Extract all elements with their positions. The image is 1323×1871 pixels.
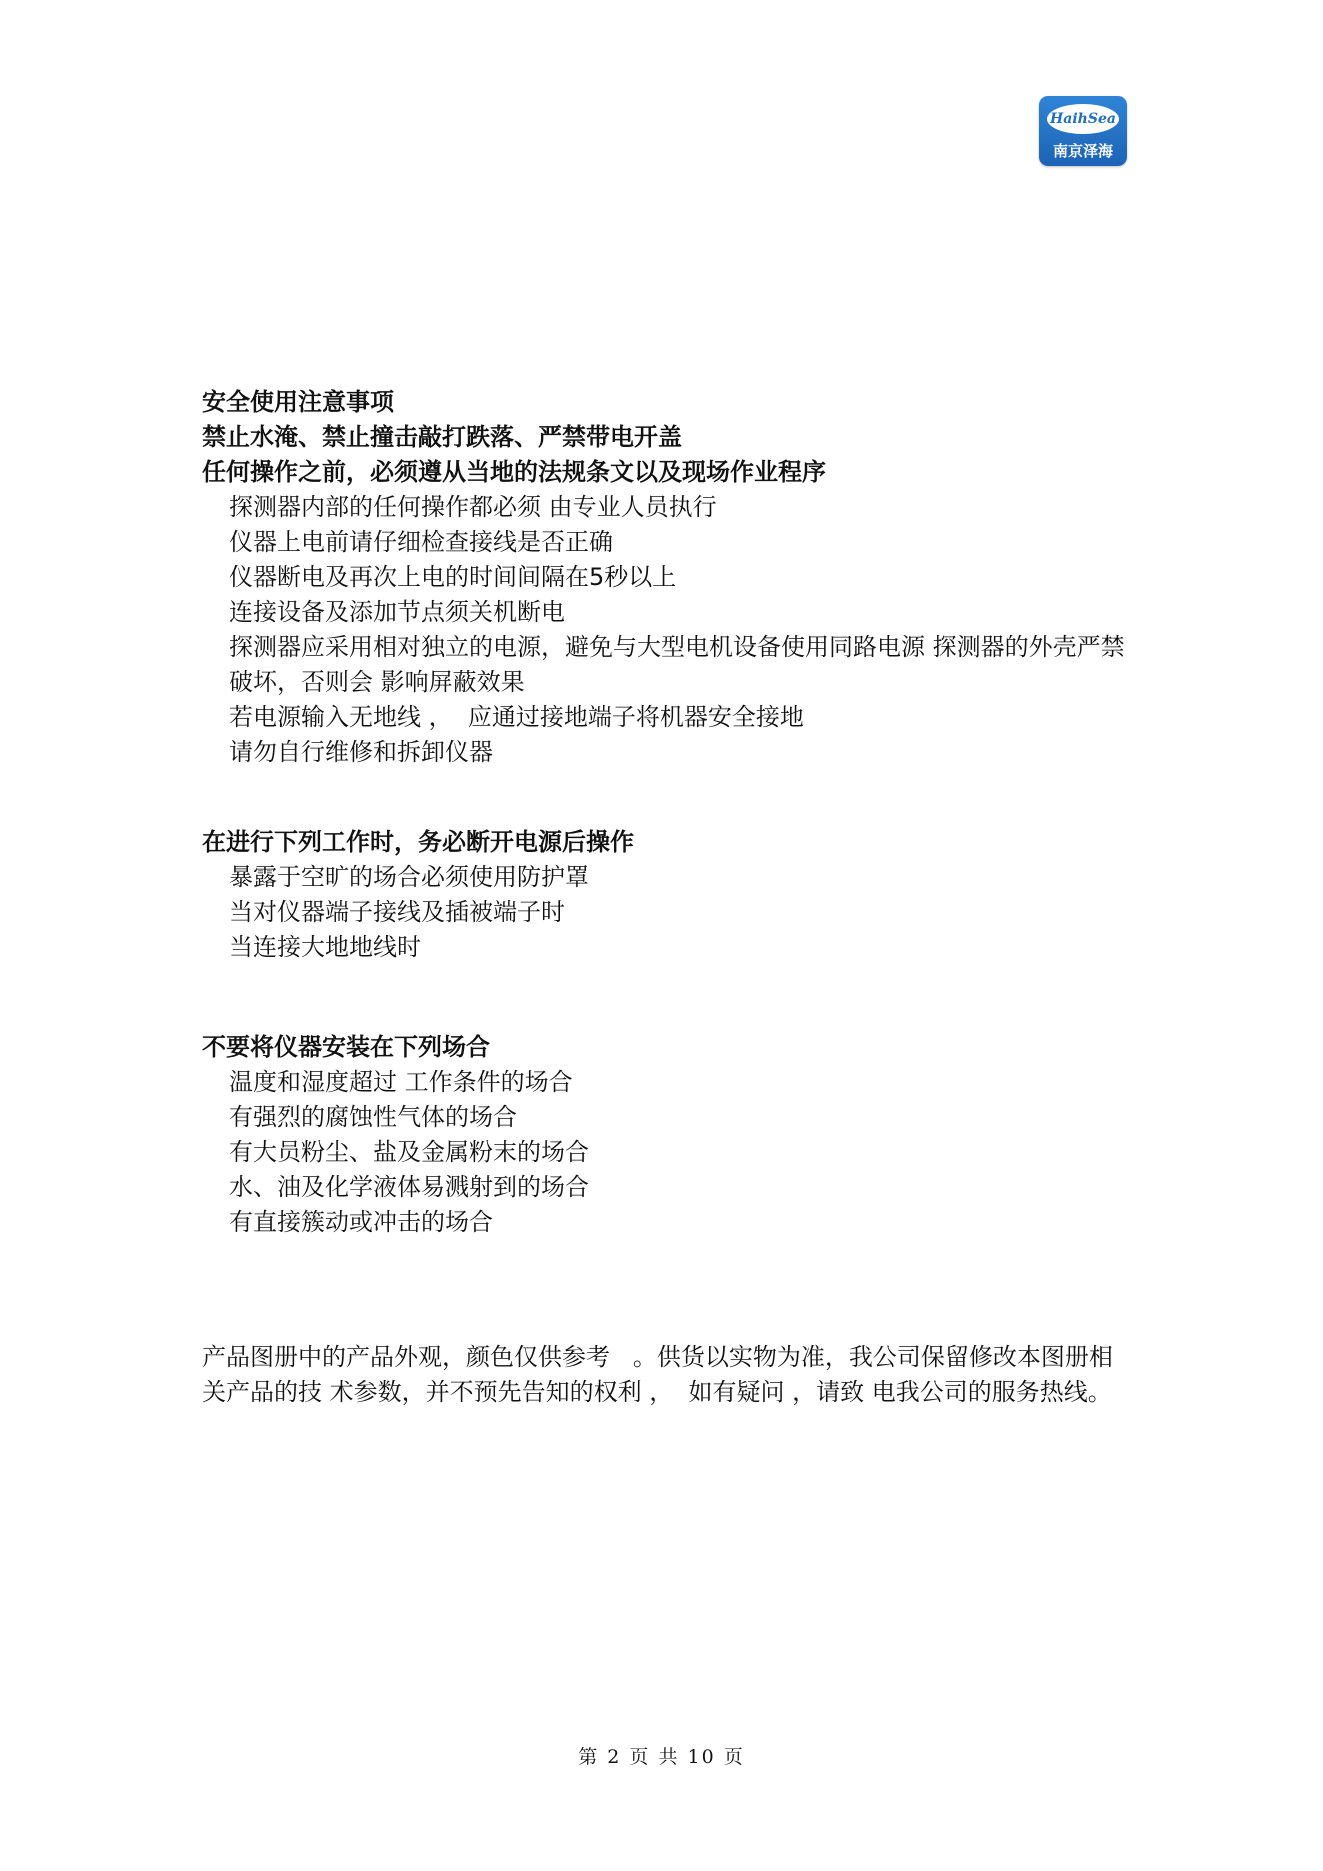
power-off-item: 当对仪器端子接线及插被端子时 [229,898,565,926]
safety-item: 请勿自行维修和拆卸仪器 [229,738,493,766]
product-notice: 产品图册中的产品外观，颜色仅供参考 。供货以实物为准，我公司保留修改本图册相关产品的技 术参数，并不预先告知的权利 ， 如有疑问 ，请致 电我公司的服务热线。 [202,1343,1113,1406]
logo-company-name: 南京泽海 [1052,142,1113,160]
power-off-item: 暴露于空旷的场合必须使用防护罩 [229,863,589,891]
install-title: 不要将仪器安装在下列场合 [202,1033,490,1061]
safety-item: 探测器应采用相对独立的电源，避免与大型电机设备使用同路电源 探测器的外壳严禁破坏，否则会 影响屏蔽效果 [229,633,1125,696]
safety-item: 若电源输入无地线 ， 应通过接地端子将机器安全接地 [229,703,804,731]
logo-badge [1047,104,1119,134]
safety-item: 探测器内部的任何操作都必须 由专业人员执行 [229,493,717,521]
install-item: 有直接簇动或冲击的场合 [229,1208,493,1236]
section-spacer [202,965,1142,1030]
page-number: 第 2 页 共 10 页 [578,1746,745,1768]
install-item: 有大员粉尘、盐及金属粉末的场合 [229,1138,589,1166]
power-off-title: 在进行下列工作时，务必断开电源后操作 [202,828,634,856]
safety-regulation-heading: 任何操作之前，必须遵从当地的法规条文以及现场作业程序 [202,458,826,486]
safety-item: 连接设备及添加节点须关机断电 [229,598,565,626]
company-logo [1039,96,1127,166]
logo-wordmark: HaihSea [1050,111,1116,127]
install-item: 温度和湿度超过 工作条件的场合 [229,1068,573,1096]
power-off-item: 当连接大地地线时 [229,933,421,961]
safety-title: 安全使用注意事项 [202,388,394,416]
section-spacer [202,1240,1142,1340]
install-item: 有强烈的腐蚀性气体的场合 [229,1103,517,1131]
document-body [202,385,1142,1410]
safety-warning-heading: 禁止水淹、禁止撞击敲打跌落、严禁带电开盖 [202,423,682,451]
safety-item: 仪器上电前请仔细检查接线是否正确 [229,528,613,556]
safety-item: 仪器断电及再次上电的时间间隔在5秒以上 [229,563,677,591]
install-item: 水、油及化学液体易溅射到的场合 [229,1173,589,1201]
section-spacer [202,770,1142,825]
